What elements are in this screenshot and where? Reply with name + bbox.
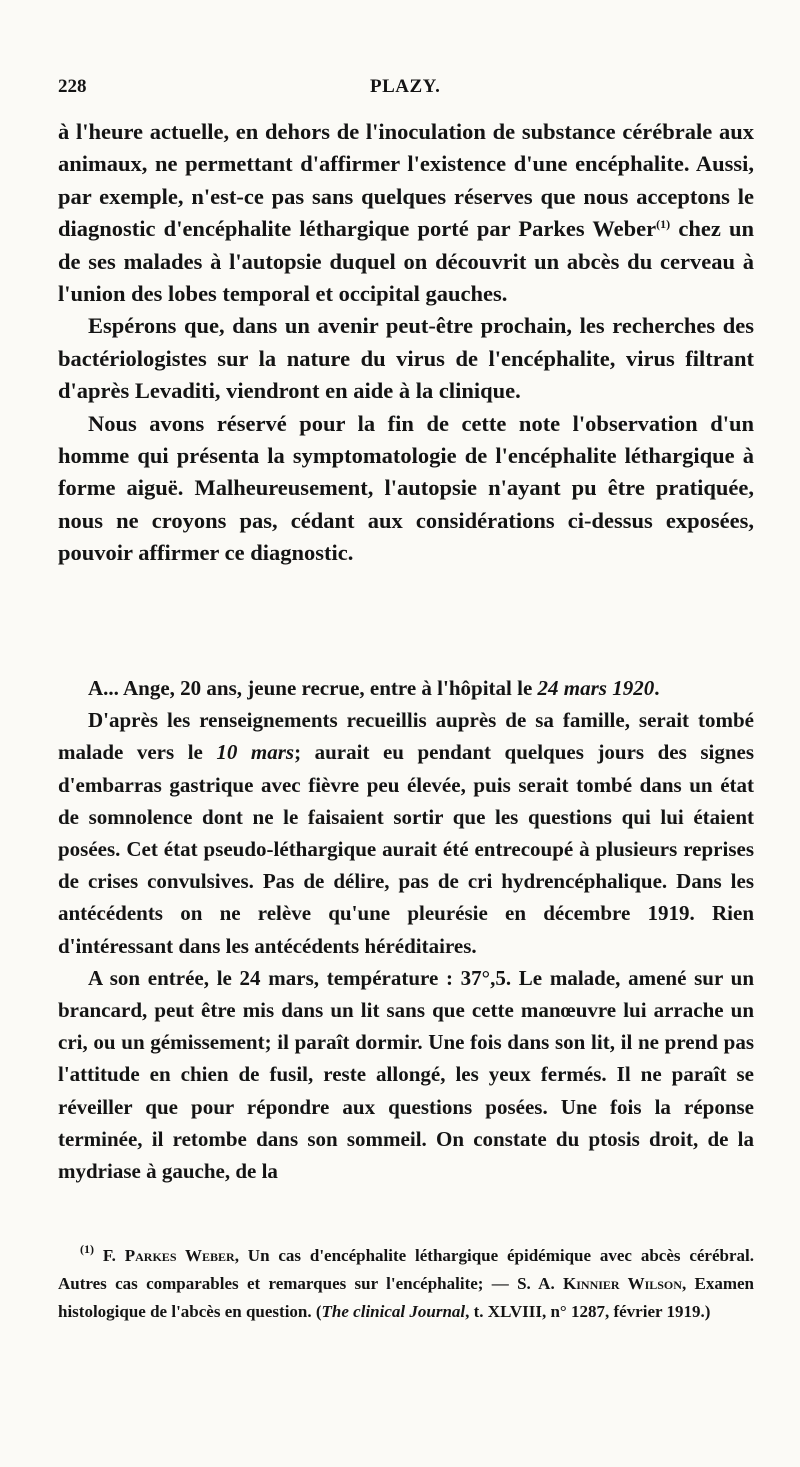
case-paragraph-1 — [58, 672, 754, 704]
running-head — [58, 76, 752, 106]
footnote-author-1: F. Parkes Weber — [102, 1246, 235, 1265]
footnote-text-1: , Un cas d'encéphalite léthargique épidémique avec abcès cérébral. Autres cas comparables et remarques sur l'encéphalite; — — [58, 1246, 754, 1293]
case-intro-end: . — [654, 676, 660, 700]
case-paragraph-2 — [58, 704, 754, 962]
history-end: ; aurait eu pendant quelques jours des signes d'embarras gastrique avec fièvre peu élevée, puis serait tombé dans un état de somnolence dont ne le faisaient sortir que les questions qui lui étaient posées. Cet état pseudo-léthargique aurait été entrecoupé à plusieurs reprises de crises convulsives. Pas de délire, pas de cri hydrencéphalique. Dans les antécédents on ne relève qu'une pleurésie en décembre 1919. Rien d'intéressant dans les antécédents héréditaires. — [58, 740, 755, 958]
footnote-1 — [58, 1242, 754, 1326]
page-number: 228 — [58, 76, 87, 97]
case-paragraph-3: A son entrée, le 24 mars, température : 37°,5. Le malade, amené sur un brancard, peut être mis dans un lit sans que cette manœuvre lui arrache un cri, ou un gémissement; il paraît dormir. Une fois dans son lit, il ne prend pas l'attitude en chien de fusil, reste allongé, les yeux fermés. Il ne paraît se réveiller que pour répondre aux questions posées. Une fois la réponse terminée, il retombe dans son sommeil. On constate du ptosis droit, de la mydriase à gauche, de la — [58, 965, 754, 1184]
paragraph-2: Espérons que, dans un avenir peut-être prochain, les recherches des bactériologistes sur la nature du virus de l'encéphalite, virus filtrant d'après Levaditi, viendront en aide à la clinique. — [58, 313, 754, 404]
running-title: PLAZY. — [370, 76, 441, 97]
footnotes — [58, 1242, 754, 1326]
footnote-marker: (1) — [80, 1242, 94, 1256]
onset-date: 10 mars — [216, 740, 295, 765]
footnote-reference: (1) — [656, 217, 671, 232]
main-text — [58, 116, 754, 570]
case-report — [58, 672, 754, 1187]
footnote-journal: The clinical Journal — [321, 1302, 466, 1321]
admission-date: 24 mars 1920 — [537, 676, 655, 700]
footnote-text-2: , Examen histologique de l'abcès en question. ( — [58, 1274, 755, 1321]
case-intro: A... Ange, 20 ans, jeune recrue, entre à l'hôpital le — [88, 676, 538, 700]
paragraph-1 — [58, 116, 754, 310]
paragraph-1-text: à l'heure actuelle, en dehors de l'inoculation de substance cérébrale aux animaux, ne permettant d'affirmer l'existence d'une encéphalite. Aussi, par exemple, n'est-ce pas sans quelques réserves que nous acceptons le diagnostic d'encéphalite léthargique porté par Parkes Weber — [58, 119, 754, 242]
paragraph-3: Nous avons réservé pour la fin de cette note l'observation d'un homme qui présenta la symptomatologie de l'encéphalite léthargique à forme aiguë. Malheureusement, l'autopsie n'ayant pu être pratiquée, nous ne croyons pas, cédant aux considérations ci-dessus exposées, pouvoir affirmer ce diagnostic. — [58, 410, 754, 566]
history-start: D'après les renseignements recueillis auprès de sa famille, serait tombé malade vers le — [58, 708, 754, 765]
paragraph-1-end: chez un de ses malades à l'autopsie duquel on découvrit un abcès du cerveau à l'union des lobes temporal et occipital gauches. — [58, 216, 755, 307]
footnote-author-2: S. A. Kinnier Wilson — [517, 1274, 682, 1293]
footnote-text-3: , t. XLVIII, n° 1287, février 1919.) — [465, 1302, 711, 1321]
